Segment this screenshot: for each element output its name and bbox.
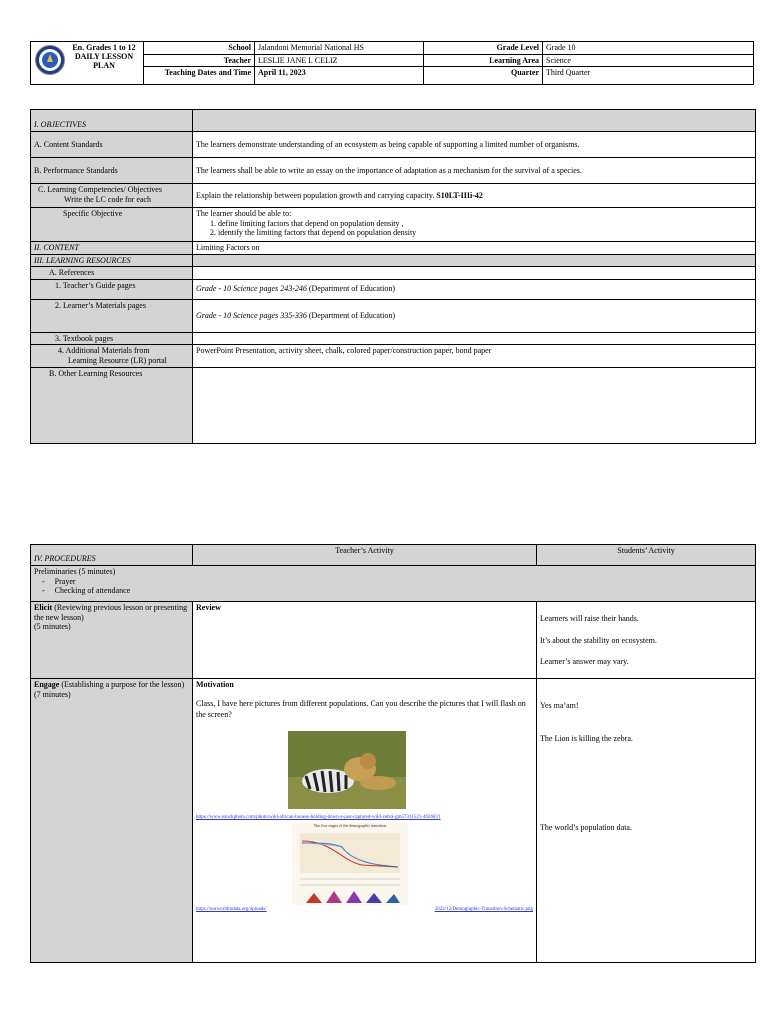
performance-standards-label: B. Performance Standards (31, 158, 193, 184)
competencies-label-line1: C. Learning Competencies/ Objectives (38, 185, 162, 194)
lm-value (193, 299, 756, 332)
tg-label: 1. Teacher’s Guide pages (31, 279, 193, 299)
quarter-value: Third Quarter (543, 67, 754, 85)
org-line-1: En. Grades 1 to 12 (72, 43, 136, 52)
teacher-label: Teacher (144, 54, 255, 67)
specific-intro: The learner should be able to: (196, 209, 292, 218)
competencies-value (193, 184, 756, 208)
tg-value-italic: Grade - 10 Science pages 243-246 (196, 284, 307, 294)
engage-student-line: The Lion is killing the zebra. (540, 733, 633, 743)
elicit-teacher: Review (193, 602, 537, 679)
references-value (193, 267, 756, 280)
specific-objective-label: Specific Objective (31, 208, 193, 242)
engage-label (31, 679, 193, 963)
specific-objective-value (193, 208, 756, 242)
engage-time: (7 minutes) (34, 689, 71, 699)
teacher-value: LESLIE JANE I. CELIZ (255, 54, 424, 67)
elicit-time: (5 minutes) (34, 622, 71, 632)
dates-label: Teaching Dates and Time (144, 67, 255, 85)
objectives-heading: I. OBJECTIVES (31, 110, 193, 132)
tg-value (193, 279, 756, 299)
elicit-student-line: Learners will raise their hands. (540, 614, 639, 623)
resources-heading: III. LEARNING RESOURCES (31, 254, 193, 267)
school-label: School (144, 42, 255, 55)
motivation-heading: Motivation (196, 680, 234, 689)
preliminaries-cell (31, 566, 756, 602)
org-cell (31, 42, 144, 85)
org-line-3: PLAN (93, 61, 115, 71)
additional-materials-value: PowerPoint Presentation, activity sheet, chalk, colored paper/construction paper, bond paper (193, 345, 756, 367)
elicit-bold: Elicit (34, 603, 53, 612)
elicit-student-line: It’s about the stability on ecosystem. (540, 635, 657, 645)
grade-label: Grade Level (424, 42, 543, 55)
grade-value: Grade 10 (543, 42, 754, 55)
lm-value-rest: (Department of Education) (306, 310, 396, 320)
other-resources-value (193, 367, 756, 443)
chart-source-links (196, 907, 533, 913)
engage-teacher (193, 679, 537, 963)
competencies-code: S10LT-IIIi-42 (436, 190, 483, 200)
motivation-text: Class, I have here pictures from different populations. Can you describe the pictures that I will flash on the screen? (196, 698, 526, 720)
school-value: Jalandoni Memorial National HS (255, 42, 424, 55)
quarter-label: Quarter (424, 67, 543, 85)
header-table (30, 41, 754, 85)
textbook-label: 3. Textbook pages (31, 332, 193, 345)
resources-heading-fill (193, 254, 756, 267)
competencies-label (31, 184, 193, 208)
content-heading: II. CONTENT (31, 242, 193, 255)
engage-students (537, 679, 756, 963)
performance-standards-value: The learners shall be able to write an essay on the importance of adaptation as a mechanism for the survival of a species. (193, 158, 756, 184)
competencies-text: Explain the relationship between population growth and carrying capacity. (196, 190, 435, 200)
photo-link[interactable]: https://www.istockphoto.com/photo/wild-african-lioness-holding-down-a-just-captured-wild-zebra-gm57311521-4026831 (196, 814, 441, 820)
content-standards-label: A. Content Standards (31, 132, 193, 158)
tg-value-rest: (Department of Education) (306, 284, 396, 294)
other-resources-label: B. Other Learning Resources (31, 367, 193, 443)
photo-source-link[interactable] (196, 811, 533, 821)
competencies-label-line2: Write the LC code for each (64, 194, 151, 204)
deped-seal-icon (35, 45, 65, 75)
specific-item: 1. define limiting factors that depend on population density , (218, 219, 752, 229)
preliminaries-item: - Checking of attendance (56, 586, 752, 596)
engage-student-line: The world’s population data. (540, 823, 632, 833)
area-label: Learning Area (424, 54, 543, 67)
procedures-heading: IV. PROCEDURES (31, 545, 193, 566)
lion-zebra-photo (288, 731, 406, 809)
additional-materials-line2: Learning Resource (LR) portal (68, 355, 167, 365)
teacher-activity-header: Teacher’s Activity (193, 545, 537, 566)
dates-value: April 11, 2023 (255, 67, 424, 85)
elicit-students (537, 602, 756, 679)
demographic-chart-image (292, 823, 408, 905)
chart-link-a[interactable]: https://ourworldindata.org/uploads/ (196, 906, 267, 912)
textbook-value (193, 332, 756, 345)
procedures-table (30, 544, 756, 963)
additional-materials-label (31, 345, 193, 367)
content-standards-value: The learners demonstrate understanding of an ecosystem as being capable of supporting a limited number of organisms. (193, 132, 756, 158)
engage-rest: (Establishing a purpose for the lesson) (59, 680, 185, 689)
lm-value-italic: Grade - 10 Science pages 335-336 (196, 310, 307, 320)
elicit-label (31, 602, 193, 679)
chart-image-title: The five stages of the demographic transition (313, 822, 387, 828)
lm-label: 2. Learner’s Materials pages (31, 299, 193, 332)
chart-link-b[interactable]: 2022/12/Demographic-Transition-Schematic.png (434, 906, 533, 912)
content-value: Limiting Factors on (193, 242, 756, 255)
elicit-student-line: Learner’s answer may vary. (540, 657, 629, 667)
students-activity-header: Students’ Activity (537, 545, 756, 566)
references-label: A. References (31, 267, 193, 280)
preliminaries-label: Preliminaries (5 minutes) (34, 567, 116, 576)
objectives-heading-fill (193, 110, 756, 132)
objectives-table (30, 109, 756, 444)
engage-bold: Engage (34, 680, 60, 689)
engage-student-line: Yes ma’am! (540, 701, 579, 710)
additional-materials-line1: 4. Additional Materials from (58, 346, 150, 356)
specific-item: 2. identify the limiting factors that depend on population density (218, 228, 752, 238)
preliminaries-item: - Prayer (56, 577, 752, 587)
elicit-rest: (Reviewing previous lesson or presenting the new lesson) (34, 603, 188, 622)
org-line-2: DAILY LESSON (74, 52, 134, 62)
area-value: Science (543, 54, 754, 67)
